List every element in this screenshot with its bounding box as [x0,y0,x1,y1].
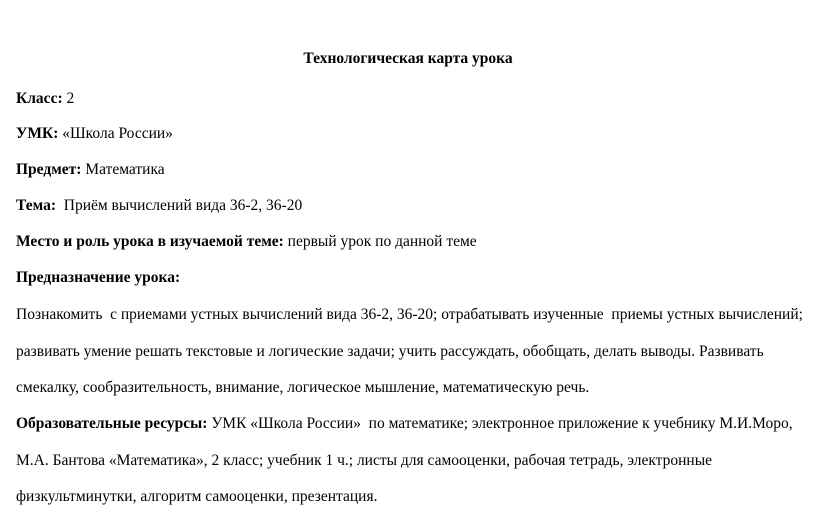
resources-line-1: УМК «Школа России» по математике; электронное приложение к учебнику М.И.Моро, [207,415,793,432]
purpose-row [16,268,180,288]
place-row [16,232,477,252]
resources-label: Образовательные ресурсы: [16,415,208,432]
topic-row [16,196,302,216]
document-title: Технологическая карта урока [303,50,513,67]
class-value: 2 [62,90,75,107]
topic-value: Приём вычислений вида 36-2, 36-20 [56,197,303,214]
subject-row [16,160,165,180]
umk-value: «Школа России» [58,125,173,142]
class-row [16,89,74,109]
place-label: Место и роль урока в изучаемой теме: [16,233,284,250]
place-value: первый урок по данной теме [283,233,477,250]
purpose-line-1: Познакомить с приемами устных вычислений вида 36-2, 36-20; отрабатывать изученные приемы устных вычислений; [16,306,803,323]
umk-row [16,124,173,144]
purpose-line-3: смекалку, сообразительность, внимание, логическое мышление, математическую речь. [16,379,590,396]
class-label: Класс: [16,90,63,107]
purpose-label: Предназначение урока: [16,269,181,286]
purpose-line-2: развивать умение решать текстовые и логические задачи; учить рассуждать, обобщать, делать выводы. Развивать [16,343,764,360]
resources-line-3: физкультминутки, алгоритм самооценки, презентация. [16,488,378,505]
umk-label: УМК: [16,125,59,142]
subject-label: Предмет: [16,161,82,178]
resources-line-2: М.А. Бантова «Математика», 2 класс; учебник 1 ч.; листы для самооценки, рабочая тетрадь, электронные [16,452,713,469]
topic-label: Тема: [16,197,56,214]
subject-value: Математика [81,161,165,178]
resources-row [16,414,793,434]
